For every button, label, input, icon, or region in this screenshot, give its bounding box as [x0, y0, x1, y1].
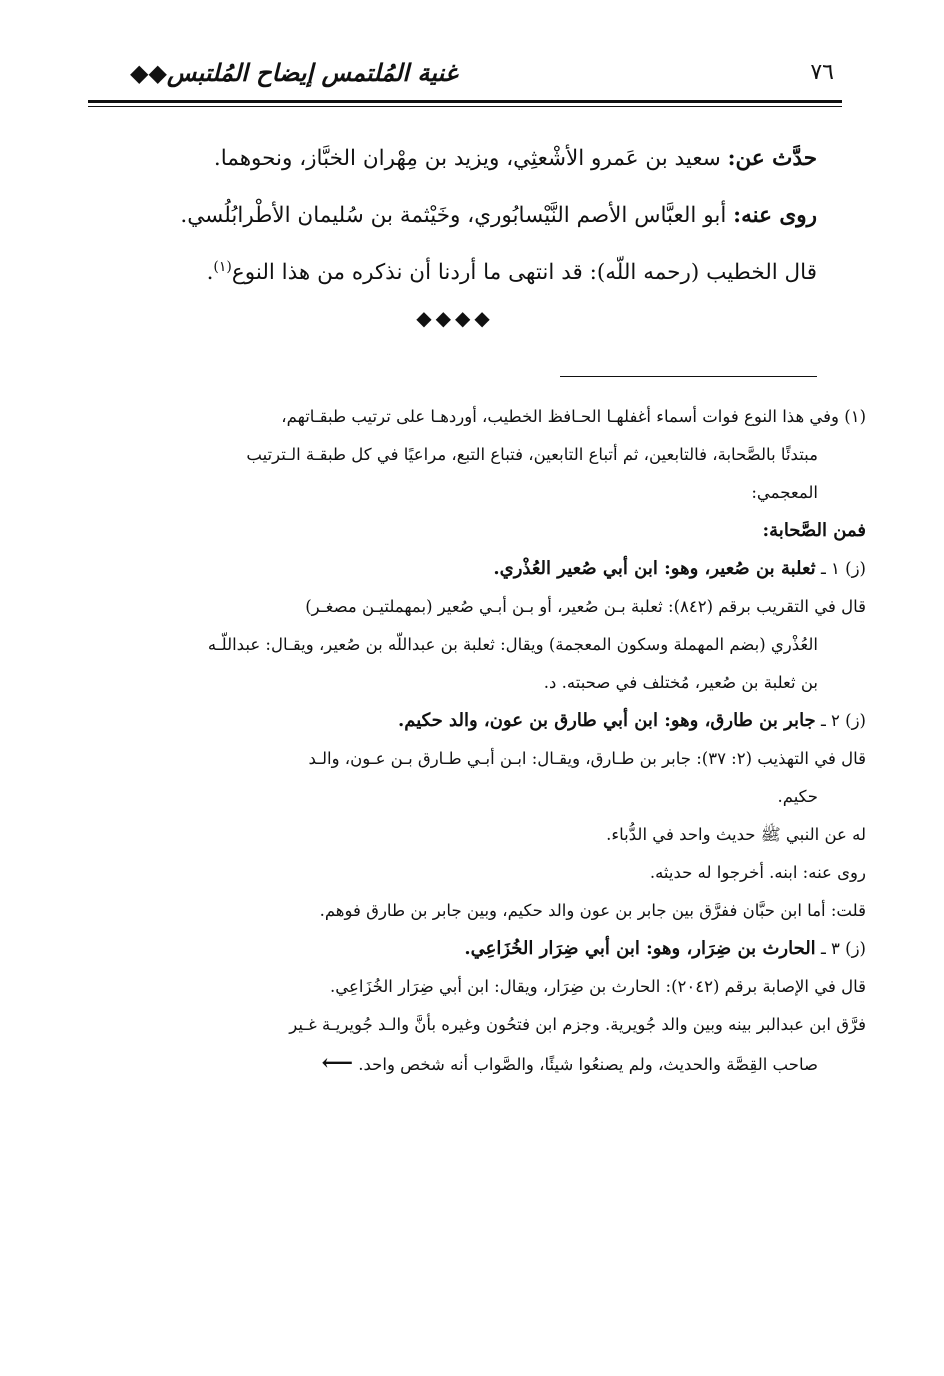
- main-line-2: [92, 187, 817, 244]
- entry-1-number: (ز) ١ ـ: [820, 559, 866, 578]
- hadath-an-text: سعيد بن عَمرو الأشْعثِي، ويزيد بن مِهْران الخبَّاز، ونحوهما.: [213, 146, 721, 171]
- rawa-anhu-label: روى عنه:: [733, 203, 817, 228]
- entry-3-line-3-text: صاحب القِصَّة والحديث، ولم يصنعُوا شيئًا، والصَّواب أنه شخص واحد.: [358, 1055, 818, 1074]
- entry-3-line-1: قال في الإصابة برقم (٢٠٤٢): الحارث بن ضِرَار، ويقال: ابن أبي ضِرَار الخُزَاعِي.: [330, 977, 866, 996]
- sahaba-heading: فمن الصَّحابة:: [762, 520, 866, 541]
- entry-1-name: ثعلبة بن صُعير، وهو: ابن أبي صُعير العُذْري.: [493, 558, 816, 579]
- fn-intro-1: (١) وفي هذا النوع فوات أسماء أغفلهـا الحـافظ الخطيب، أوردهـا على ترتيب طبقـاتهم،: [281, 407, 866, 426]
- khatib-quote: قال الخطيب (رحمه اللّه): قد انتهى ما أردنا أن نذكره من هذا النوع: [231, 260, 817, 285]
- entry-3-line-3: [92, 1044, 866, 1084]
- entry-2-name: جابر بن طارق، وهو: ابن أبي طارق بن عون، والد حكيم.: [398, 710, 816, 731]
- page-header: [90, 56, 840, 96]
- entry-3-heading: [92, 930, 866, 968]
- footnote-rule: [560, 376, 817, 377]
- entry-2-heading: [92, 702, 866, 740]
- running-title: غنية المُلتمس إيضاح المُلتبس◆◆: [130, 58, 458, 87]
- entry-3-number: (ز) ٣ ـ: [820, 939, 866, 958]
- entry-3-name: الحارث بن ضِرَار، وهو: ابن أبي ضِرَار الخُزَاعِي.: [464, 938, 816, 959]
- entry-2-line-1: قال في التهذيب (٢: ٣٧): جابر بن طـارق، ويقـال: ابـن أبـي طـارق بـن عـون، والـد: [308, 749, 866, 768]
- entry-3-line-2: فرَّق ابن عبدالبر بينه وبين والد جُويرية. وجزم ابن فتحُون وغيره بأنَّ والـد جُويريـة غـير: [289, 1015, 866, 1034]
- footnote: [92, 398, 866, 1084]
- entry-1-heading: [92, 550, 866, 588]
- hadath-an-label: حدَّث عن:: [727, 146, 817, 171]
- fn-intro-3: المعجمي:: [751, 483, 818, 502]
- entry-2-number: (ز) ٢ ـ: [820, 711, 866, 730]
- khatib-quote-end: .: [206, 260, 214, 285]
- rawa-anhu-text: أبو العبَّاس الأصم النَّيْسابُوري، وخَيْثمة بن سُليمان الأطْرابُلُسي.: [180, 203, 727, 228]
- continue-arrow-icon: ⟵: [321, 1050, 354, 1076]
- entry-2-line-2: حكيم.: [777, 787, 818, 806]
- section-separator: ◆◆◆◆: [416, 306, 494, 330]
- entry-1-line-2: العُذْري (بضم المهملة وسكون المعجمة) ويقال: ثعلبة بن عبداللّه بن صُعير، ويقـال: عبداللّـه: [207, 635, 818, 654]
- main-line-3: [92, 244, 817, 301]
- entry-2-line-5: قلت: أما ابن حبَّان ففرَّق بين جابر بن عون والد حكيم، وبين جابر بن طارق فوهم.: [319, 901, 866, 920]
- entry-1-line-3: بن ثعلبة بن صُعير، مُختلف في صحبته. د.: [543, 673, 818, 692]
- entry-2-line-3: له عن النبي ﷺ حديث واحد في الدُّباء.: [606, 825, 866, 844]
- fn-section-heading: [92, 512, 866, 550]
- header-rule-thin: [88, 106, 842, 107]
- main-line-1: [92, 130, 817, 187]
- fn-intro-2: مبتدئًا بالصَّحابة، فالتابعين، ثم أتباع التابعين، فتباع التبع، مراعيًا في كل طبقـة الـترتيب: [246, 445, 818, 464]
- footnote-ref[interactable]: (١): [213, 258, 232, 275]
- header-rule-thick: [88, 100, 842, 103]
- page-number: ٧٦: [810, 60, 834, 85]
- entry-1-line-1: قال في التقريب برقم (٨٤٢): ثعلبة بـن صُعير، أو بـن أبـي صُعير (بمهملتيـن مصغـر): [305, 597, 866, 616]
- entry-2-line-4: روى عنه: ابنه. أخرجوا له حديثه.: [649, 863, 866, 882]
- main-text: [92, 130, 817, 301]
